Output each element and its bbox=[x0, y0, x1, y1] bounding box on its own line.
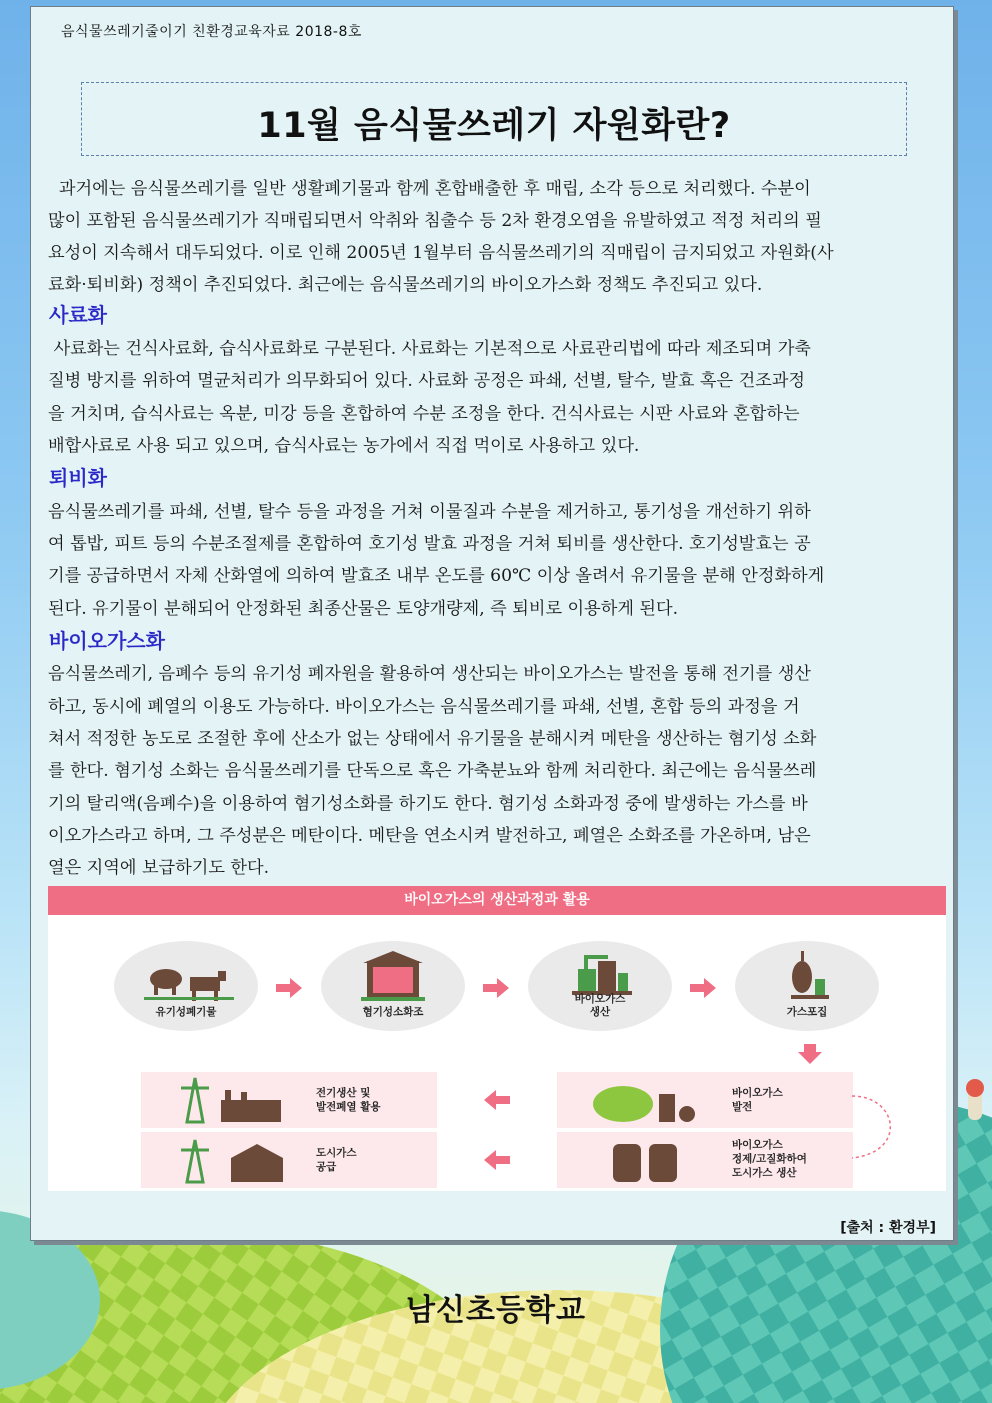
section-line: 을 거치며, 습식사료는 옥분, 미강 등을 혼합하여 수분 조정을 한다. 건식사료는 시판 사료와 혼합하는 bbox=[48, 404, 800, 424]
use-label: 전기생산 및 발전폐열 활용 bbox=[316, 1087, 381, 1113]
section-line: 된다. 유기물이 분해되어 안정화된 최종산물은 토양개량제, 즉 퇴비로 이용하게 된다. bbox=[48, 599, 679, 619]
arrow-right-icon bbox=[690, 978, 716, 998]
section-heading-compost: 퇴비화 bbox=[49, 466, 107, 490]
arrow-right-icon bbox=[276, 978, 302, 998]
step-label: 바이오가스 생산 bbox=[574, 993, 626, 1018]
step-gas-capture bbox=[735, 941, 879, 1031]
digester-icon bbox=[321, 949, 465, 1009]
biogas-infographic bbox=[48, 886, 946, 1191]
use-purified-gas bbox=[557, 1132, 853, 1188]
storage-tanks-icon bbox=[587, 1136, 717, 1186]
step-organic-waste bbox=[114, 941, 258, 1031]
section-line: 를 한다. 혐기성 소화는 음식물쓰레기를 단독으로 혹은 가축분뇨와 함께 처리한다. 최근에는 음식물쓰레 bbox=[48, 761, 817, 781]
section-line: 기의 탈리액(음폐수)을 이용하여 혐기성소화를 하기도 한다. 혐기성 소화과정 중에 발생하는 가스를 바 bbox=[48, 794, 808, 814]
intro-line: 요성이 지속해서 대두되었다. 이로 인해 2005년 1월부터 음식물쓰레기의 직매립이 금지되었고 자원화(사 bbox=[48, 243, 834, 263]
intro-line: 료화·퇴비화) 정책이 추진되었다. 최근에는 음식물쓰레기의 바이오가스화 정책도 추진되고 있다. bbox=[48, 275, 763, 295]
section-line: 이오가스라고 하며, 그 주성분은 메탄이다. 메탄을 연소시켜 발전하고, 폐열은 소화조를 가온하며, 남은 bbox=[48, 826, 811, 846]
arrow-left-icon bbox=[484, 1090, 510, 1110]
power-tower-icon bbox=[171, 1076, 301, 1126]
section-line: 기를 공급하면서 자체 산화열에 의하여 발효조 내부 온도를 60℃ 이상 올려서 유기물을 분해 안정화하게 bbox=[48, 566, 825, 586]
section-line: 배합사료로 사용 되고 있으며, 습식사료는 농가에서 직접 먹이로 사용하고 있다. bbox=[48, 436, 640, 456]
use-label: 도시가스 공급 bbox=[316, 1147, 357, 1173]
use-label: 바이오가스 정제/고질화하여 도시가스 생산 bbox=[732, 1139, 807, 1179]
section-line: 여 톱밥, 피트 등의 수분조절제를 혼합하여 호기성 발효 과정을 거쳐 퇴비를 생산한다. 호기성발효는 공 bbox=[48, 534, 811, 554]
newsletter-sheet bbox=[30, 6, 954, 1241]
step-label: 유기성폐기물 bbox=[155, 1006, 217, 1018]
arrow-right-icon bbox=[483, 978, 509, 998]
intro-line: 많이 포함된 음식물쓰레기가 직매립되면서 악취와 침출수 등 2차 환경오염을 유발하였고 적정 처리의 필 bbox=[48, 211, 822, 231]
section-line: 음식물쓰레기를 파쇄, 선별, 탈수 등을 과정을 거쳐 이물질과 수분을 제거하고, 통기성을 개선하기 위하 bbox=[48, 502, 811, 522]
section-line: 질병 방지를 위하여 멸균처리가 의무화되어 있다. 사료화 공정은 파쇄, 선별, 탈수, 발효 혹은 건조과정 bbox=[48, 371, 806, 391]
use-label: 바이오가스 발전 bbox=[732, 1087, 783, 1113]
section-line: 쳐서 적정한 농도로 조절한 후에 산소가 없는 상태에서 유기물을 분해시켜 메탄을 생산하는 혐기성 소화 bbox=[48, 729, 817, 749]
step-label: 혐기성소화조 bbox=[362, 1006, 424, 1018]
gas-tank-icon bbox=[735, 949, 879, 1009]
school-name: 남신초등학교 bbox=[406, 1293, 586, 1328]
section-line: 하고, 동시에 폐열의 이용도 가능하다. 바이오가스는 음식물쓰레기를 파쇄, 선별, 혼합 등의 과정을 거 bbox=[48, 697, 800, 717]
step-biogas-production bbox=[528, 941, 672, 1031]
step-label: 가스포집 bbox=[786, 1006, 828, 1018]
city-gas-icon bbox=[171, 1136, 301, 1186]
use-city-gas bbox=[141, 1132, 437, 1188]
step-digester bbox=[321, 941, 465, 1031]
dotted-connector bbox=[848, 1092, 908, 1162]
source-credit: [출처 : 환경부] bbox=[840, 1220, 936, 1236]
use-electricity bbox=[141, 1072, 437, 1128]
page-title: 11월 음식물쓰레기 자원화란? bbox=[257, 106, 731, 146]
section-heading-biogas: 바이오가스화 bbox=[49, 629, 165, 653]
title-box bbox=[81, 82, 907, 156]
livestock-icon bbox=[114, 949, 258, 1009]
arrow-down-icon bbox=[798, 1044, 822, 1064]
series-label: 음식물쓰레기줄이기 친환경교육자료 2018-8호 bbox=[61, 24, 362, 40]
intro-line: 과거에는 음식물쓰레기를 일반 생활폐기물과 함께 혼합배출한 후 매립, 소각 등으로 처리했다. 수분이 bbox=[48, 179, 811, 199]
generator-icon bbox=[587, 1076, 717, 1126]
section-line: 열은 지역에 보급하기도 한다. bbox=[48, 858, 270, 878]
section-line: 사료화는 건식사료화, 습식사료화로 구분된다. 사료화는 기본적으로 사료관리법에 따라 제조되며 가축 bbox=[48, 339, 811, 359]
use-biogas-power bbox=[557, 1072, 853, 1128]
infographic-title: 바이오가스의 생산과정과 활용 bbox=[48, 886, 946, 915]
section-line: 음식물쓰레기, 음폐수 등의 유기성 폐자원을 활용하여 생산되는 바이오가스는 발전을 통해 전기를 생산 bbox=[48, 664, 811, 684]
section-heading-feed: 사료화 bbox=[49, 303, 107, 327]
arrow-left-icon bbox=[484, 1150, 510, 1170]
